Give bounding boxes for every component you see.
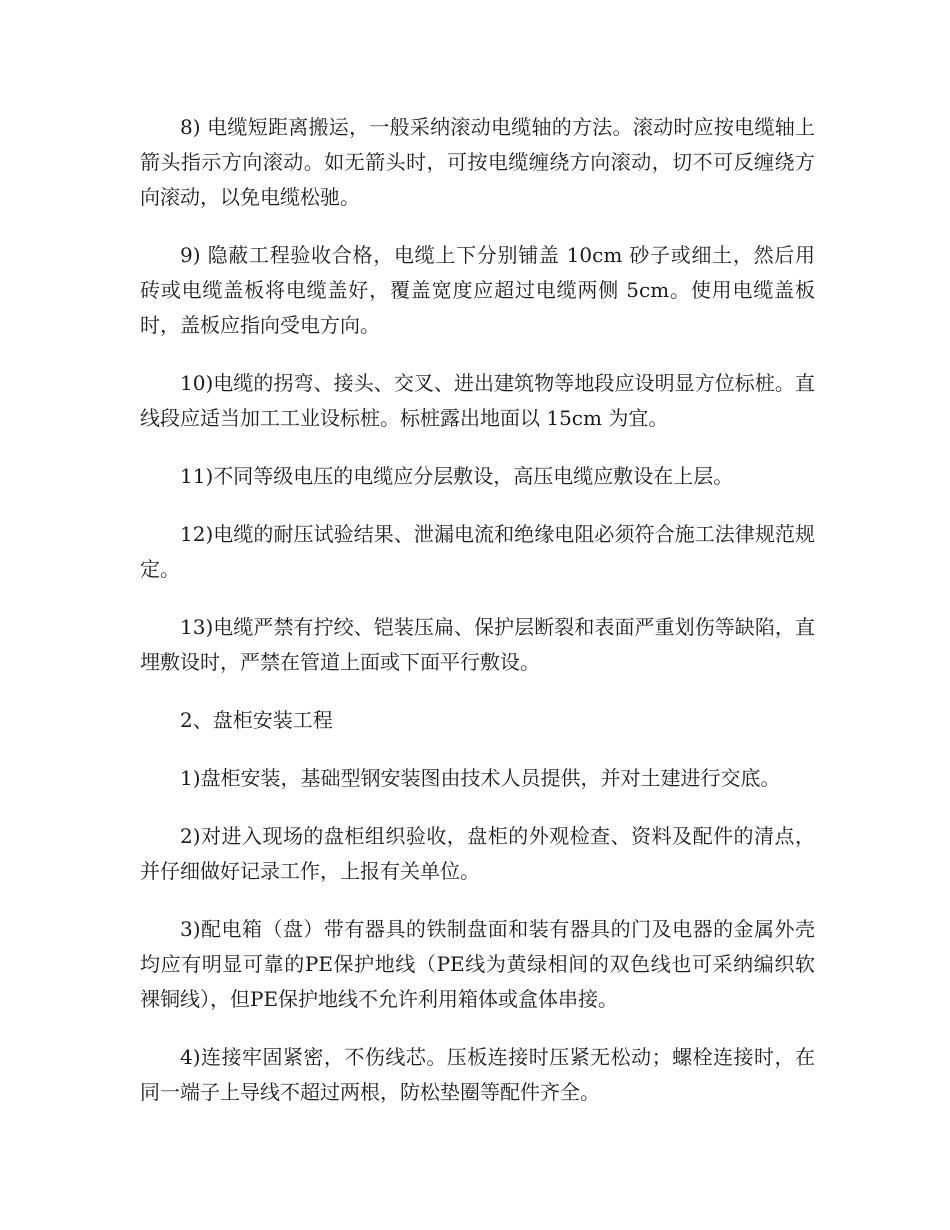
paragraph-cable-transport: 8) 电缆短距离搬运，一般采纳滚动电缆轴的方法。滚动时应按电缆轴上箭头指示方向滚动。如无箭头时，可按电缆缠绕方向滚动，切不可反缠绕方向滚动，以免电缆松驰。 — [140, 115, 815, 209]
paragraph-pe-grounding: 3)配电箱（盘）带有器具的铁制盘面和装有器具的门及电器的金属外壳均应有明显可靠的PE保护地线（PE线为黄绿相间的双色线也可采纳编织软裸铜线），但PE保护地线不允许利用箱体或盒体串接。 — [140, 917, 815, 1011]
paragraph-marker-posts: 10)电缆的拐弯、接头、交叉、进出建筑物等地段应设明显方位标桩。直线段应适当加工工业设标桩。标桩露出地面以 15cm 为宜。 — [140, 371, 815, 430]
paragraph-connection-requirements: 4)连接牢固紧密，不伤线芯。压板连接时压紧无松动；螺栓连接时，在同一端子上导线不超过两根，防松垫圈等配件齐全。 — [140, 1045, 815, 1104]
paragraph-concealed-works: 9) 隐蔽工程验收合格，电缆上下分别铺盖 10cm 砂子或细土，然后用砖或电缆盖板将电缆盖好，覆盖宽度应超过电缆两侧 5cm。使用电缆盖板时，盖板应指向受电方向。 — [140, 243, 815, 337]
paragraph-withstand-test: 12)电缆的耐压试验结果、泄漏电流和绝缘电阻必须符合施工法律规范规定。 — [140, 522, 815, 581]
paragraph-voltage-layers: 11)不同等级电压的电缆应分层敷设，高压电缆应敷设在上层。 — [180, 464, 734, 488]
section-heading-cabinet-installation: 2、盘柜安装工程 — [180, 708, 333, 732]
paragraph-cable-defects: 13)电缆严禁有拧绞、铠装压扁、保护层断裂和表面严重划伤等缺陷，直埋敷设时，严禁在管道上面或下面平行敷设。 — [140, 615, 815, 674]
document-body — [140, 110, 815, 1133]
paragraph-cabinet-acceptance: 2)对进入现场的盘柜组织验收，盘柜的外观检查、资料及配件的清点，并仔细做好记录工作，上报有关单位。 — [140, 824, 815, 883]
paragraph-cabinet-installation: 1)盘柜安装，基础型钢安装图由技术人员提供，并对土建进行交底。 — [180, 766, 781, 790]
